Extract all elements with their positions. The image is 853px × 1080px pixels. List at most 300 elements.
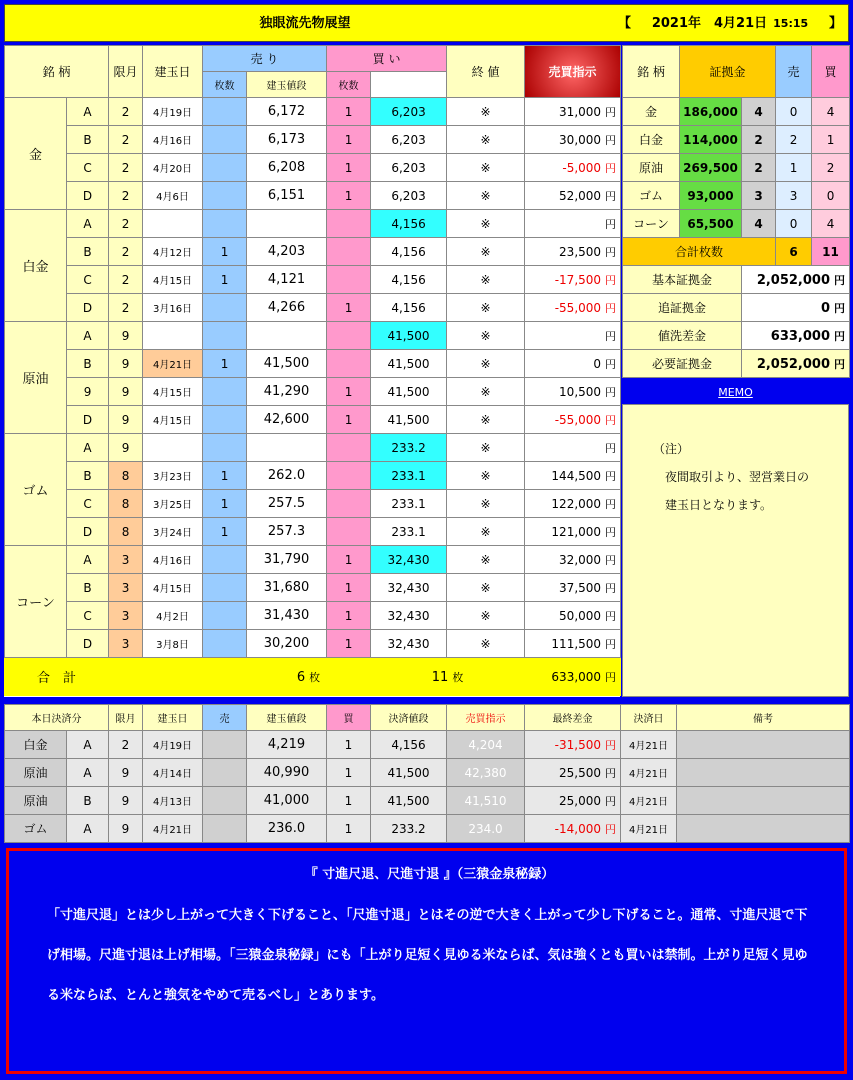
settle-note (677, 815, 850, 843)
commodity-name: 原油 (5, 322, 67, 434)
open-price: 4,266 (247, 294, 327, 322)
value: 633,000 (551, 669, 602, 684)
memo-header[interactable]: MEMO (622, 381, 849, 404)
settle-open-date: 4月19日 (143, 731, 203, 759)
header-time: 15:15 (773, 17, 809, 30)
value: 30,000 (559, 132, 602, 147)
col-owarine: 終 値 (447, 46, 525, 98)
sell-qty: 1 (203, 350, 247, 378)
signal-mark: ※ (447, 98, 525, 126)
table-row[interactable] (5, 518, 621, 546)
summary-value (742, 322, 850, 350)
contract-letter: 9 (67, 378, 109, 406)
page-header (4, 4, 849, 42)
side-margin: 93,000 (680, 182, 742, 210)
buy-qty: 1 (327, 98, 371, 126)
signal-mark: ※ (447, 574, 525, 602)
mark-to-market (525, 406, 621, 434)
value: 37,500 (559, 580, 602, 595)
table-row[interactable] (5, 350, 621, 378)
positions-panel (4, 45, 620, 697)
signal-mark: ※ (447, 406, 525, 434)
settle-col-title: 本日決済分 (5, 705, 109, 731)
yen-unit: 円 (605, 441, 617, 455)
settle-col-kessai_bi: 決済日 (621, 705, 677, 731)
buy-qty (327, 434, 371, 462)
summary-value (742, 294, 850, 322)
value: -5,000 (562, 160, 602, 175)
settle-open-price: 236.0 (247, 815, 327, 843)
value: 122,000 (551, 496, 602, 511)
side-buy: 1 (812, 126, 850, 154)
value: 31,000 (559, 104, 602, 119)
side-count: 2 (742, 126, 776, 154)
table-row[interactable] (5, 266, 621, 294)
yen-unit: 円 (605, 469, 617, 483)
table-row[interactable] (5, 434, 621, 462)
margin-panel (622, 45, 849, 378)
yen-unit: 円 (605, 822, 616, 836)
summary-value (742, 350, 850, 378)
open-price: 6,173 (247, 126, 327, 154)
summary-value (742, 266, 850, 294)
contract-month: 2 (109, 238, 143, 266)
close-price: 32,430 (371, 602, 447, 630)
total-amount (525, 658, 621, 696)
open-price: 6,208 (247, 154, 327, 182)
bracket-right: 】 (828, 16, 842, 31)
yen-unit: 円 (605, 217, 617, 231)
settle-month: 9 (109, 815, 143, 843)
sell-qty (203, 378, 247, 406)
buy-qty: 1 (327, 294, 371, 322)
table-row (623, 210, 850, 238)
side-margin: 65,500 (680, 210, 742, 238)
open-date: 4月16日 (143, 126, 203, 154)
table-row[interactable] (5, 574, 621, 602)
close-price: 32,430 (371, 574, 447, 602)
col-meigara: 銘 柄 (5, 46, 109, 98)
close-price: 41,500 (371, 378, 447, 406)
table-row[interactable] (5, 731, 850, 759)
buy-qty: 1 (327, 630, 371, 658)
sell-qty (203, 630, 247, 658)
open-price: 41,290 (247, 378, 327, 406)
settle-col-biko: 備考 (677, 705, 850, 731)
side-col-buy: 買 (812, 46, 850, 98)
contract-letter: B (67, 238, 109, 266)
contract-month: 2 (109, 182, 143, 210)
total-label: 合 計 (5, 658, 109, 696)
close-price: 6,203 (371, 182, 447, 210)
signal-mark: ※ (447, 490, 525, 518)
value: 0 (593, 356, 602, 371)
contract-month: 3 (109, 630, 143, 658)
open-price (247, 210, 327, 238)
contract-month: 2 (109, 154, 143, 182)
yen-unit: 円 (605, 301, 617, 315)
yen-unit: 円 (605, 609, 617, 623)
side-sell: 1 (776, 154, 812, 182)
settle-sell (203, 759, 247, 787)
value: 32,000 (559, 552, 602, 567)
value: 111,500 (551, 636, 602, 651)
open-date: 4月15日 (143, 574, 203, 602)
signal-mark: ※ (447, 322, 525, 350)
summary-label: 値洗差金 (623, 322, 742, 350)
open-date: 3月24日 (143, 518, 203, 546)
open-price: 6,172 (247, 98, 327, 126)
contract-month: 8 (109, 462, 143, 490)
settled-panel (4, 704, 849, 843)
side-commodity: 金 (623, 98, 680, 126)
settle-month: 2 (109, 731, 143, 759)
value: -55,000 (554, 300, 602, 315)
settle-signal: 42,380 (447, 759, 525, 787)
signal-mark: ※ (447, 378, 525, 406)
yen-unit: 円 (605, 794, 616, 808)
settle-col-kessai_nedan: 決済値段 (371, 705, 447, 731)
commodity-name: 金 (5, 98, 67, 210)
col-signal: 売買指示 (525, 46, 621, 98)
memo-line: 建玉日となります。 (653, 498, 773, 512)
table-row[interactable] (5, 210, 621, 238)
yen-unit: 円 (605, 385, 617, 399)
summary-label: 基本証拠金 (623, 266, 742, 294)
contract-letter: B (67, 462, 109, 490)
side-commodity: コーン (623, 210, 680, 238)
open-price: 262.0 (247, 462, 327, 490)
table-row[interactable] (5, 98, 621, 126)
buy-qty: 1 (327, 406, 371, 434)
settle-buy: 1 (327, 787, 371, 815)
close-price: 233.2 (371, 434, 447, 462)
contract-month: 2 (109, 126, 143, 154)
col-tate-nedan: 建玉値段 (247, 72, 327, 98)
open-price: 41,500 (247, 350, 327, 378)
settle-sell (203, 787, 247, 815)
value: 633,000 (770, 328, 831, 344)
unit: 枚 (452, 670, 464, 684)
signal-mark: ※ (447, 154, 525, 182)
quote-title: 『 寸進尺退、尺進寸退 』（三猿金泉秘録） (304, 867, 555, 882)
mark-to-market (525, 518, 621, 546)
settle-date: 4月21日 (621, 787, 677, 815)
value: 121,000 (551, 524, 602, 539)
value: 11 (431, 669, 449, 685)
mark-to-market (525, 630, 621, 658)
col-gengetsu: 限月 (109, 46, 143, 98)
table-row[interactable] (5, 815, 850, 843)
table-row[interactable] (5, 182, 621, 210)
memo-box (622, 404, 849, 697)
bracket-left: 【 (618, 16, 632, 31)
table-row[interactable] (5, 126, 621, 154)
mark-to-market (525, 602, 621, 630)
close-price: 4,156 (371, 266, 447, 294)
close-price: 233.1 (371, 490, 447, 518)
close-price: 4,156 (371, 238, 447, 266)
open-price: 31,790 (247, 546, 327, 574)
settle-open-price: 41,000 (247, 787, 327, 815)
open-price: 6,151 (247, 182, 327, 210)
settle-close-price: 41,500 (371, 787, 447, 815)
yen-unit: 円 (834, 301, 846, 315)
side-count: 2 (742, 154, 776, 182)
settle-sell (203, 815, 247, 843)
contract-month: 2 (109, 210, 143, 238)
settle-col-signal: 売買指示 (447, 705, 525, 731)
value: 50,000 (559, 608, 602, 623)
signal-mark: ※ (447, 294, 525, 322)
settle-letter: A (67, 815, 109, 843)
table-row[interactable] (5, 602, 621, 630)
settle-col-kai: 買 (327, 705, 371, 731)
value: 23,500 (559, 244, 602, 259)
header-date: 2021年 4月21日 (651, 16, 768, 31)
value: 25,500 (559, 765, 601, 780)
side-commodity: 白金 (623, 126, 680, 154)
settle-col-tatebi: 建玉日 (143, 705, 203, 731)
summary-row (623, 322, 850, 350)
sell-qty: 1 (203, 518, 247, 546)
buy-qty (327, 462, 371, 490)
settle-signal: 41,510 (447, 787, 525, 815)
quote-box (6, 848, 847, 1074)
margin-table (622, 45, 850, 378)
side-sell: 0 (776, 210, 812, 238)
memo-line: 夜間取引より、翌営業日の (653, 470, 810, 484)
mark-to-market (525, 546, 621, 574)
header-datetime (610, 5, 850, 43)
value: 2,052,000 (756, 356, 831, 372)
open-date: 4月2日 (143, 602, 203, 630)
side-buy: 2 (812, 154, 850, 182)
contract-month: 2 (109, 266, 143, 294)
open-price: 4,121 (247, 266, 327, 294)
mark-to-market (525, 350, 621, 378)
side-margin: 269,500 (680, 154, 742, 182)
contract-letter: C (67, 154, 109, 182)
settle-open-price: 40,990 (247, 759, 327, 787)
contract-letter: A (67, 98, 109, 126)
settle-letter: A (67, 759, 109, 787)
col-uri-maisu: 枚数 (203, 72, 247, 98)
open-price: 31,430 (247, 602, 327, 630)
close-price: 32,430 (371, 546, 447, 574)
yen-unit: 円 (605, 637, 617, 651)
buy-qty (327, 350, 371, 378)
buy-qty (327, 210, 371, 238)
settle-final (525, 759, 621, 787)
contract-letter: D (67, 518, 109, 546)
header-row (623, 46, 850, 98)
mark-to-market (525, 434, 621, 462)
settle-close-price: 233.2 (371, 815, 447, 843)
settle-final (525, 815, 621, 843)
contract-month: 2 (109, 294, 143, 322)
settle-open-date: 4月13日 (143, 787, 203, 815)
settle-sell (203, 731, 247, 759)
summary-label: 追証拠金 (623, 294, 742, 322)
table-row[interactable] (5, 462, 621, 490)
buy-qty: 1 (327, 154, 371, 182)
signal-mark: ※ (447, 210, 525, 238)
contract-letter: D (67, 406, 109, 434)
buy-qty (327, 266, 371, 294)
open-date: 3月25日 (143, 490, 203, 518)
positions-table (4, 45, 621, 696)
value: 0 (820, 300, 831, 316)
mark-to-market (525, 266, 621, 294)
signal-mark: ※ (447, 462, 525, 490)
buy-qty: 1 (327, 574, 371, 602)
table-row[interactable] (5, 406, 621, 434)
open-price: 31,680 (247, 574, 327, 602)
yen-unit: 円 (605, 553, 617, 567)
value: -55,000 (554, 412, 602, 427)
table-row[interactable] (5, 759, 850, 787)
yen-unit: 円 (605, 357, 617, 371)
table-row[interactable] (5, 378, 621, 406)
signal-mark: ※ (447, 602, 525, 630)
buy-qty: 1 (327, 546, 371, 574)
settle-open-date: 4月21日 (143, 815, 203, 843)
settle-col-final: 最終差金 (525, 705, 621, 731)
sell-qty (203, 406, 247, 434)
contract-month: 9 (109, 322, 143, 350)
settle-close-price: 4,156 (371, 731, 447, 759)
open-date: 4月15日 (143, 266, 203, 294)
sell-qty: 1 (203, 266, 247, 294)
close-price: 41,500 (371, 322, 447, 350)
contract-month: 8 (109, 518, 143, 546)
table-row[interactable] (5, 787, 850, 815)
close-price: 6,203 (371, 98, 447, 126)
table-row[interactable] (5, 546, 621, 574)
mark-to-market (525, 462, 621, 490)
table-row[interactable] (5, 490, 621, 518)
col-kai: 買 い (327, 46, 447, 72)
unit: 枚 (309, 670, 321, 684)
settle-date: 4月21日 (621, 759, 677, 787)
open-date: 4月21日 (143, 350, 203, 378)
open-date: 3月8日 (143, 630, 203, 658)
contract-month: 8 (109, 490, 143, 518)
settle-commodity: 白金 (5, 731, 67, 759)
yen-unit: 円 (605, 105, 617, 119)
open-date: 4月12日 (143, 238, 203, 266)
contract-letter: B (67, 126, 109, 154)
sell-qty (203, 434, 247, 462)
buy-qty (327, 490, 371, 518)
value: -14,000 (554, 821, 601, 836)
table-row[interactable] (5, 154, 621, 182)
open-date (143, 434, 203, 462)
signal-mark: ※ (447, 518, 525, 546)
signal-mark: ※ (447, 434, 525, 462)
yen-unit: 円 (605, 581, 617, 595)
table-row (623, 126, 850, 154)
settle-note (677, 731, 850, 759)
sell-qty: 1 (203, 238, 247, 266)
open-date (143, 210, 203, 238)
open-date: 4月19日 (143, 98, 203, 126)
side-buy: 0 (812, 182, 850, 210)
total-buy (371, 658, 525, 696)
table-row (623, 154, 850, 182)
yen-unit: 円 (605, 525, 617, 539)
settle-date: 4月21日 (621, 731, 677, 759)
settle-month: 9 (109, 759, 143, 787)
side-col-meigara: 銘 柄 (623, 46, 680, 98)
settle-buy: 1 (327, 759, 371, 787)
sell-qty (203, 602, 247, 630)
summary-row (623, 294, 850, 322)
value: -31,500 (554, 737, 601, 752)
value: 10,500 (559, 384, 602, 399)
settled-table (4, 704, 850, 843)
yen-unit: 円 (605, 133, 617, 147)
table-row[interactable] (5, 294, 621, 322)
yen-unit: 円 (834, 329, 846, 343)
value: 2,052,000 (756, 272, 831, 288)
settle-date: 4月21日 (621, 815, 677, 843)
yen-unit: 円 (605, 497, 617, 511)
table-row[interactable] (5, 238, 621, 266)
yen-unit: 円 (834, 357, 846, 371)
mark-to-market (525, 490, 621, 518)
contract-letter: A (67, 210, 109, 238)
table-row (623, 98, 850, 126)
settle-open-price: 4,219 (247, 731, 327, 759)
signal-mark: ※ (447, 182, 525, 210)
contract-letter: C (67, 490, 109, 518)
total-sell (247, 658, 371, 696)
contract-month: 9 (109, 406, 143, 434)
table-row[interactable] (5, 630, 621, 658)
value: -17,500 (554, 272, 602, 287)
buy-qty (327, 322, 371, 350)
summary-label: 必要証拠金 (623, 350, 742, 378)
mark-to-market (525, 210, 621, 238)
side-col-margin: 証拠金 (680, 46, 776, 98)
total-row (5, 658, 621, 696)
mark-to-market (525, 182, 621, 210)
sell-qty (203, 154, 247, 182)
close-price: 4,156 (371, 294, 447, 322)
settle-signal: 234.0 (447, 815, 525, 843)
buy-qty (327, 238, 371, 266)
close-price: 41,500 (371, 350, 447, 378)
col-kai-maisu: 枚数 (327, 72, 371, 98)
yen-unit: 円 (605, 189, 617, 203)
settle-signal: 4,204 (447, 731, 525, 759)
buy-qty (327, 518, 371, 546)
settle-final (525, 787, 621, 815)
mark-to-market (525, 126, 621, 154)
table-row[interactable] (5, 322, 621, 350)
side-col-sell: 売 (776, 46, 812, 98)
contract-month: 3 (109, 602, 143, 630)
mark-to-market (525, 98, 621, 126)
settle-buy: 1 (327, 731, 371, 759)
settle-buy: 1 (327, 815, 371, 843)
header-row (5, 46, 621, 72)
settle-month: 9 (109, 787, 143, 815)
close-price: 41,500 (371, 406, 447, 434)
settle-close-price: 41,500 (371, 759, 447, 787)
